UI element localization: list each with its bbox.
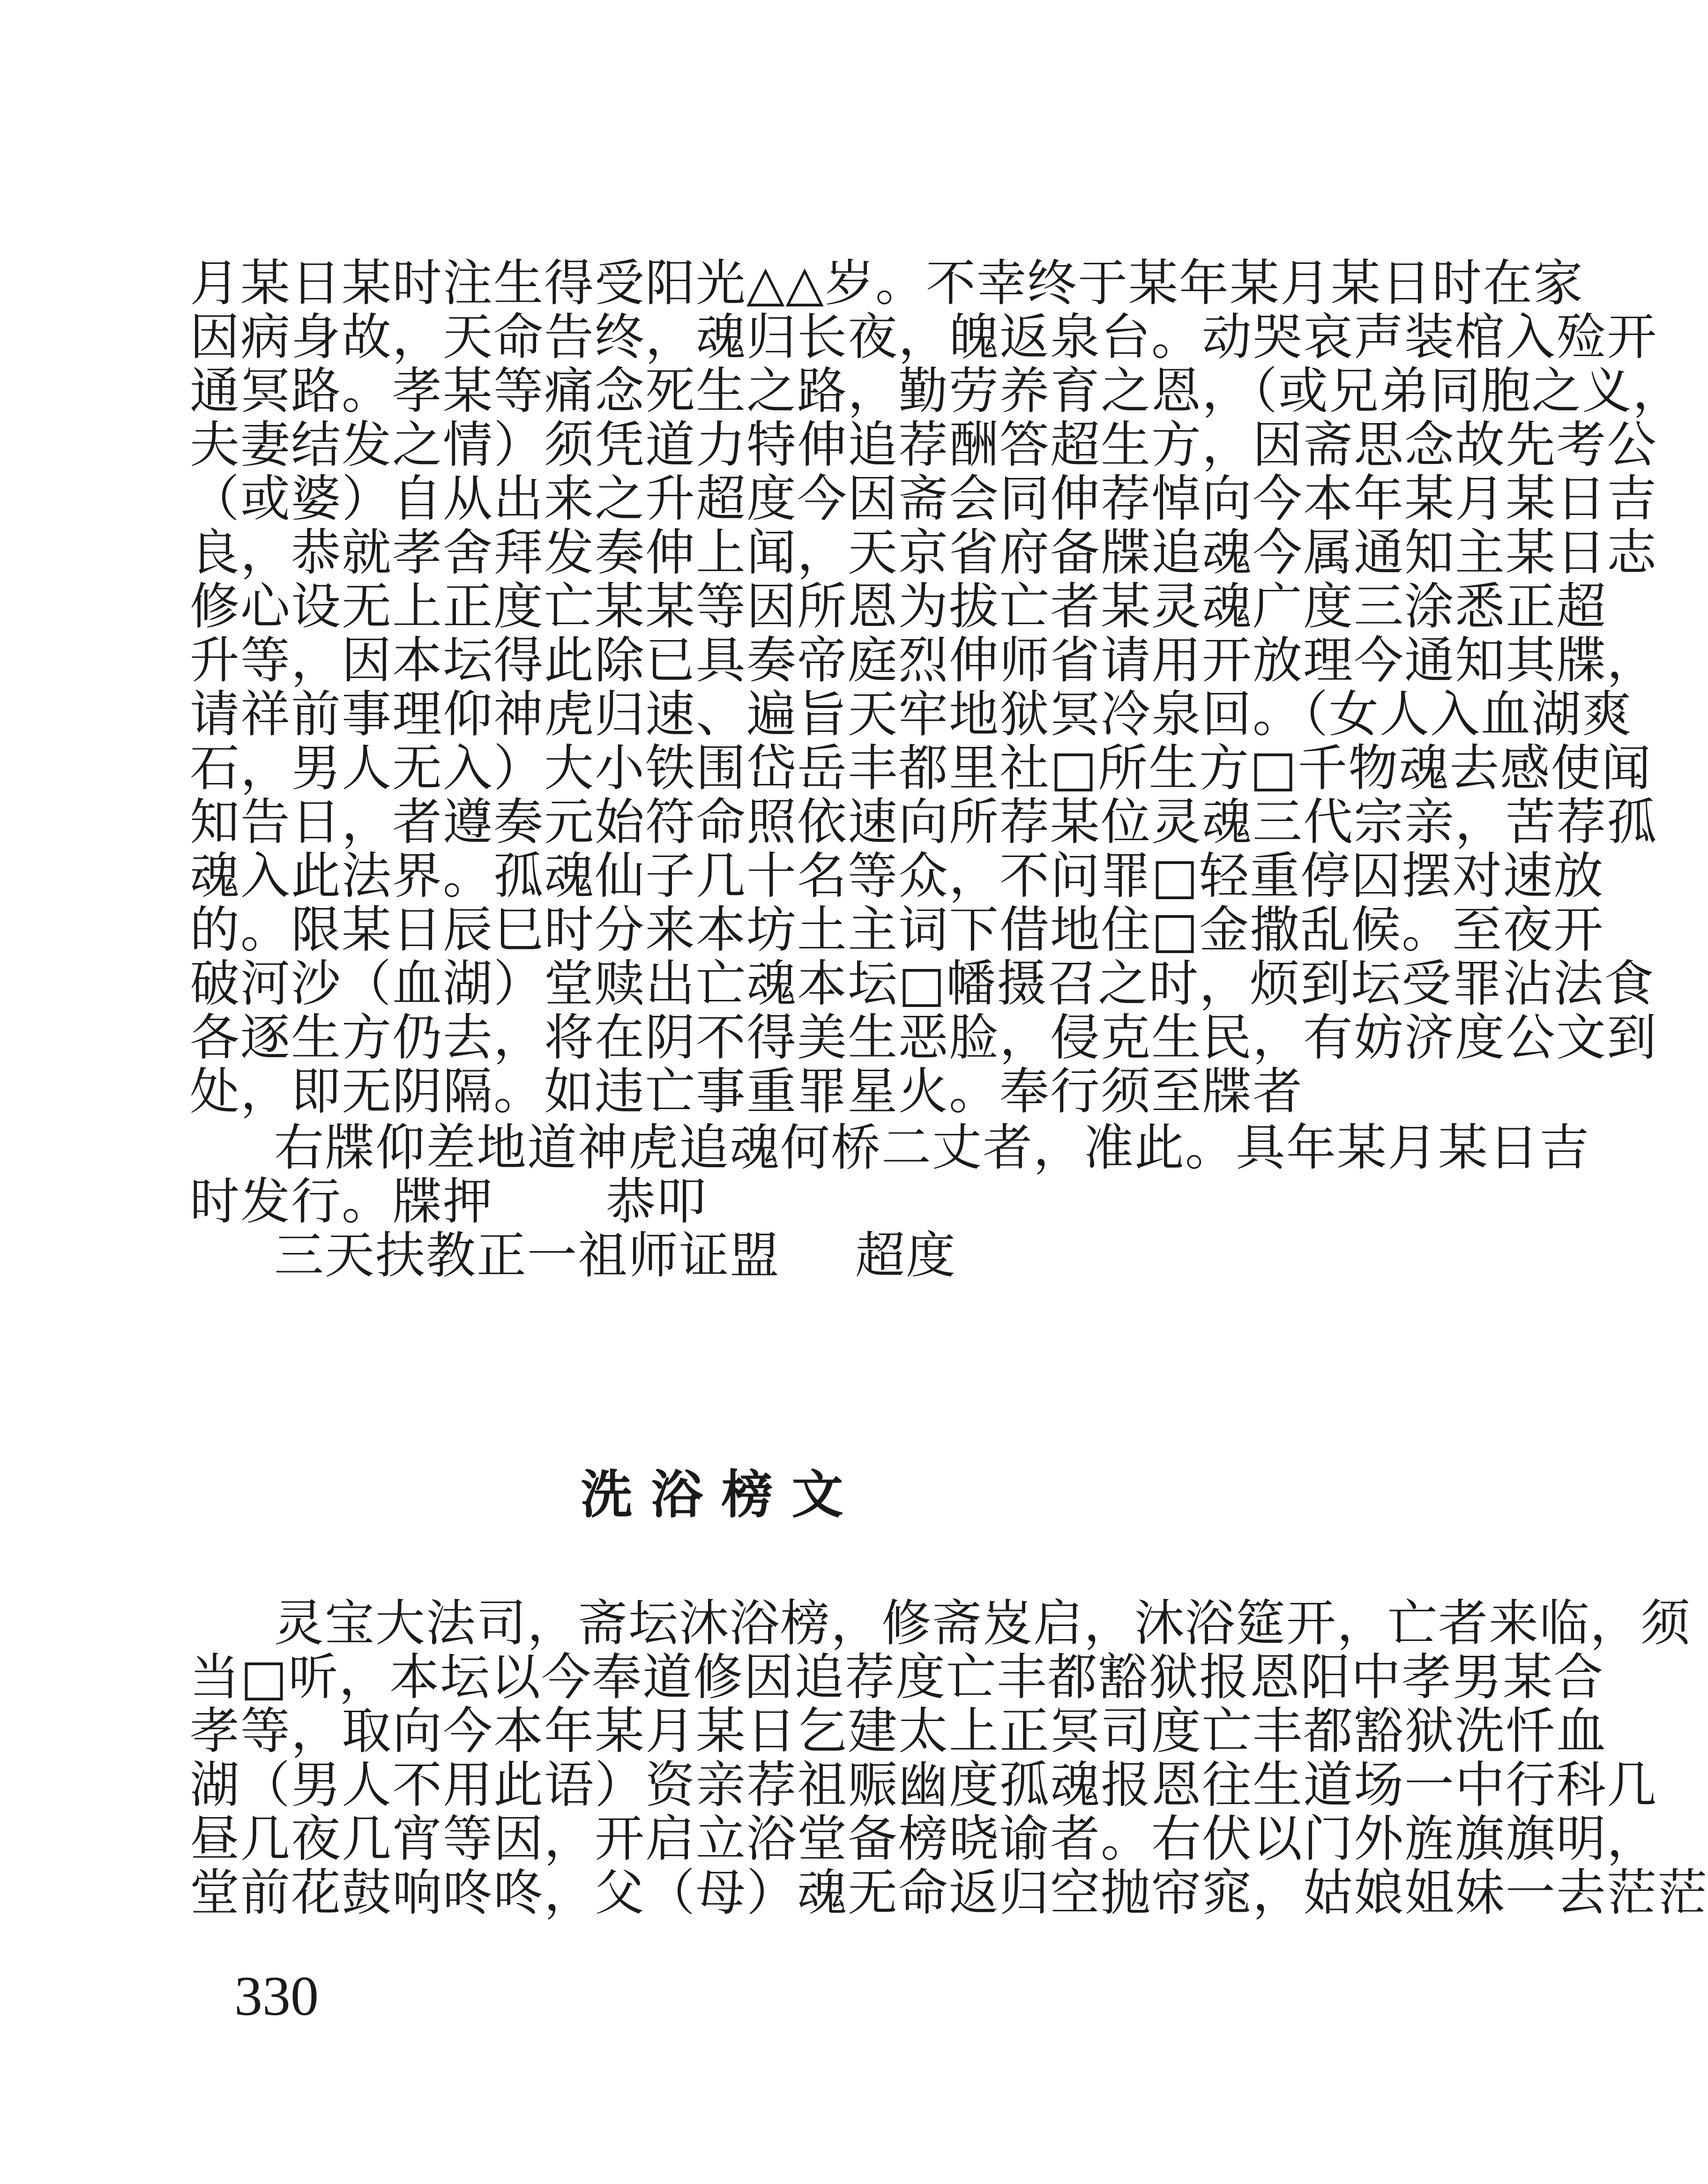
closing-signature-line: [190, 1171, 1314, 1232]
body-line: 修心设无上正度亡某某等因所恩为拔亡者某灵魂广度三涂悉正超: [190, 578, 1607, 635]
body-line: 的。限某日辰巳时分来本坊土主词下借地住□金撒乱候。至夜开: [190, 901, 1604, 959]
body-line: 魂入此法界。孤魂仙子几十名等众，不问罪□轻重停囚摆对速放: [190, 847, 1604, 905]
section-line: 堂前花鼓响咚咚，父（母）魂无命返归空抛帘窕，姑娘姐妹一去茫茫: [190, 1864, 1708, 1922]
body-line: 石，男人无入）大小铁围岱岳丰都里社□所生方□千物魂去感使闻: [190, 739, 1652, 797]
body-line: 通冥路。孝某等痛念死生之路，勤劳养育之恩，（或兄弟同胞之义，: [190, 362, 1683, 420]
body-line: 月某日某时注生得受阳光△△岁。不幸终于某年某月某日时在家: [190, 254, 1584, 312]
body-line: 各逐生方仍去，将在阴不得美生恶脸，侵克生民，有妨济度公文到: [190, 1009, 1657, 1066]
witness-line: [274, 1225, 1399, 1286]
section-line: 当□听，本坛以今奉道修因追荐度亡丰都豁狱报恩阳中孝男某合: [190, 1648, 1604, 1706]
closing-line: 右牒仰差地道神虎追魂何桥二丈者，准此。具年某月某日吉: [274, 1119, 1590, 1177]
closing-issue-text: 时发行。牒押: [190, 1173, 493, 1230]
body-line: 破河沙（血湖）堂赎出亡魂本坛□幡摄召之时，烦到坛受罪沾法食: [190, 955, 1655, 1013]
body-line: 处，即无阴隔。如违亡事重罪星火。奉行须至牒者: [190, 1063, 1303, 1120]
section-line: 孝等，取向今本年某月某日乞建太上正冥司度亡丰都豁狱洗忏血: [190, 1702, 1607, 1760]
witness-sign: 超度: [855, 1227, 956, 1284]
body-line: （或婆）自从出来之升超度今因斋会同伸荐悼向今本年某月某日吉: [190, 470, 1657, 528]
section-title: 洗浴榜文: [581, 1464, 862, 1525]
witness-text: 三天扶教正一祖师证盟: [274, 1227, 780, 1284]
body-line: 夫妻结发之情）须凭道力特伸追荐酬答超生方，因斋思念故先考公: [190, 416, 1657, 474]
body-line: 良，恭就孝舍拜发奏伸上闻，天京省府备牒追魂今属通知主某日志: [190, 524, 1657, 581]
body-line: 升等，因本坛得此除已具奏帝庭烈伸师省请用开放理今通知其牒，: [190, 632, 1657, 689]
section-line: 湖（男人不用此语）资亲荐祖赈幽度孤魂报恩往生道场一中行科几: [190, 1756, 1657, 1814]
section-line: 灵宝大法司，斋坛沐浴榜，修斋岌启，沐浴筵开，亡者来临，须: [274, 1595, 1691, 1652]
page-number: 330: [234, 1965, 319, 2027]
closing-sign-text: 恭叩: [606, 1173, 707, 1230]
body-line: 知告日，者遵奏元始符命照依速向所荐某位灵魂三代宗亲，苦荐孤: [190, 793, 1657, 851]
body-line: 因病身故，天命告终，魂归长夜，魄返泉台。动哭哀声装棺入殓开: [190, 308, 1657, 366]
section-line: 昼几夜几宵等因，开启立浴堂备榜晓谕者。右伏以门外旌旗旗明，: [190, 1810, 1657, 1868]
body-line: 请祥前事理仰神虎归速、遍旨天牢地狱冥冷泉回。（女人入血湖爽: [190, 686, 1633, 743]
